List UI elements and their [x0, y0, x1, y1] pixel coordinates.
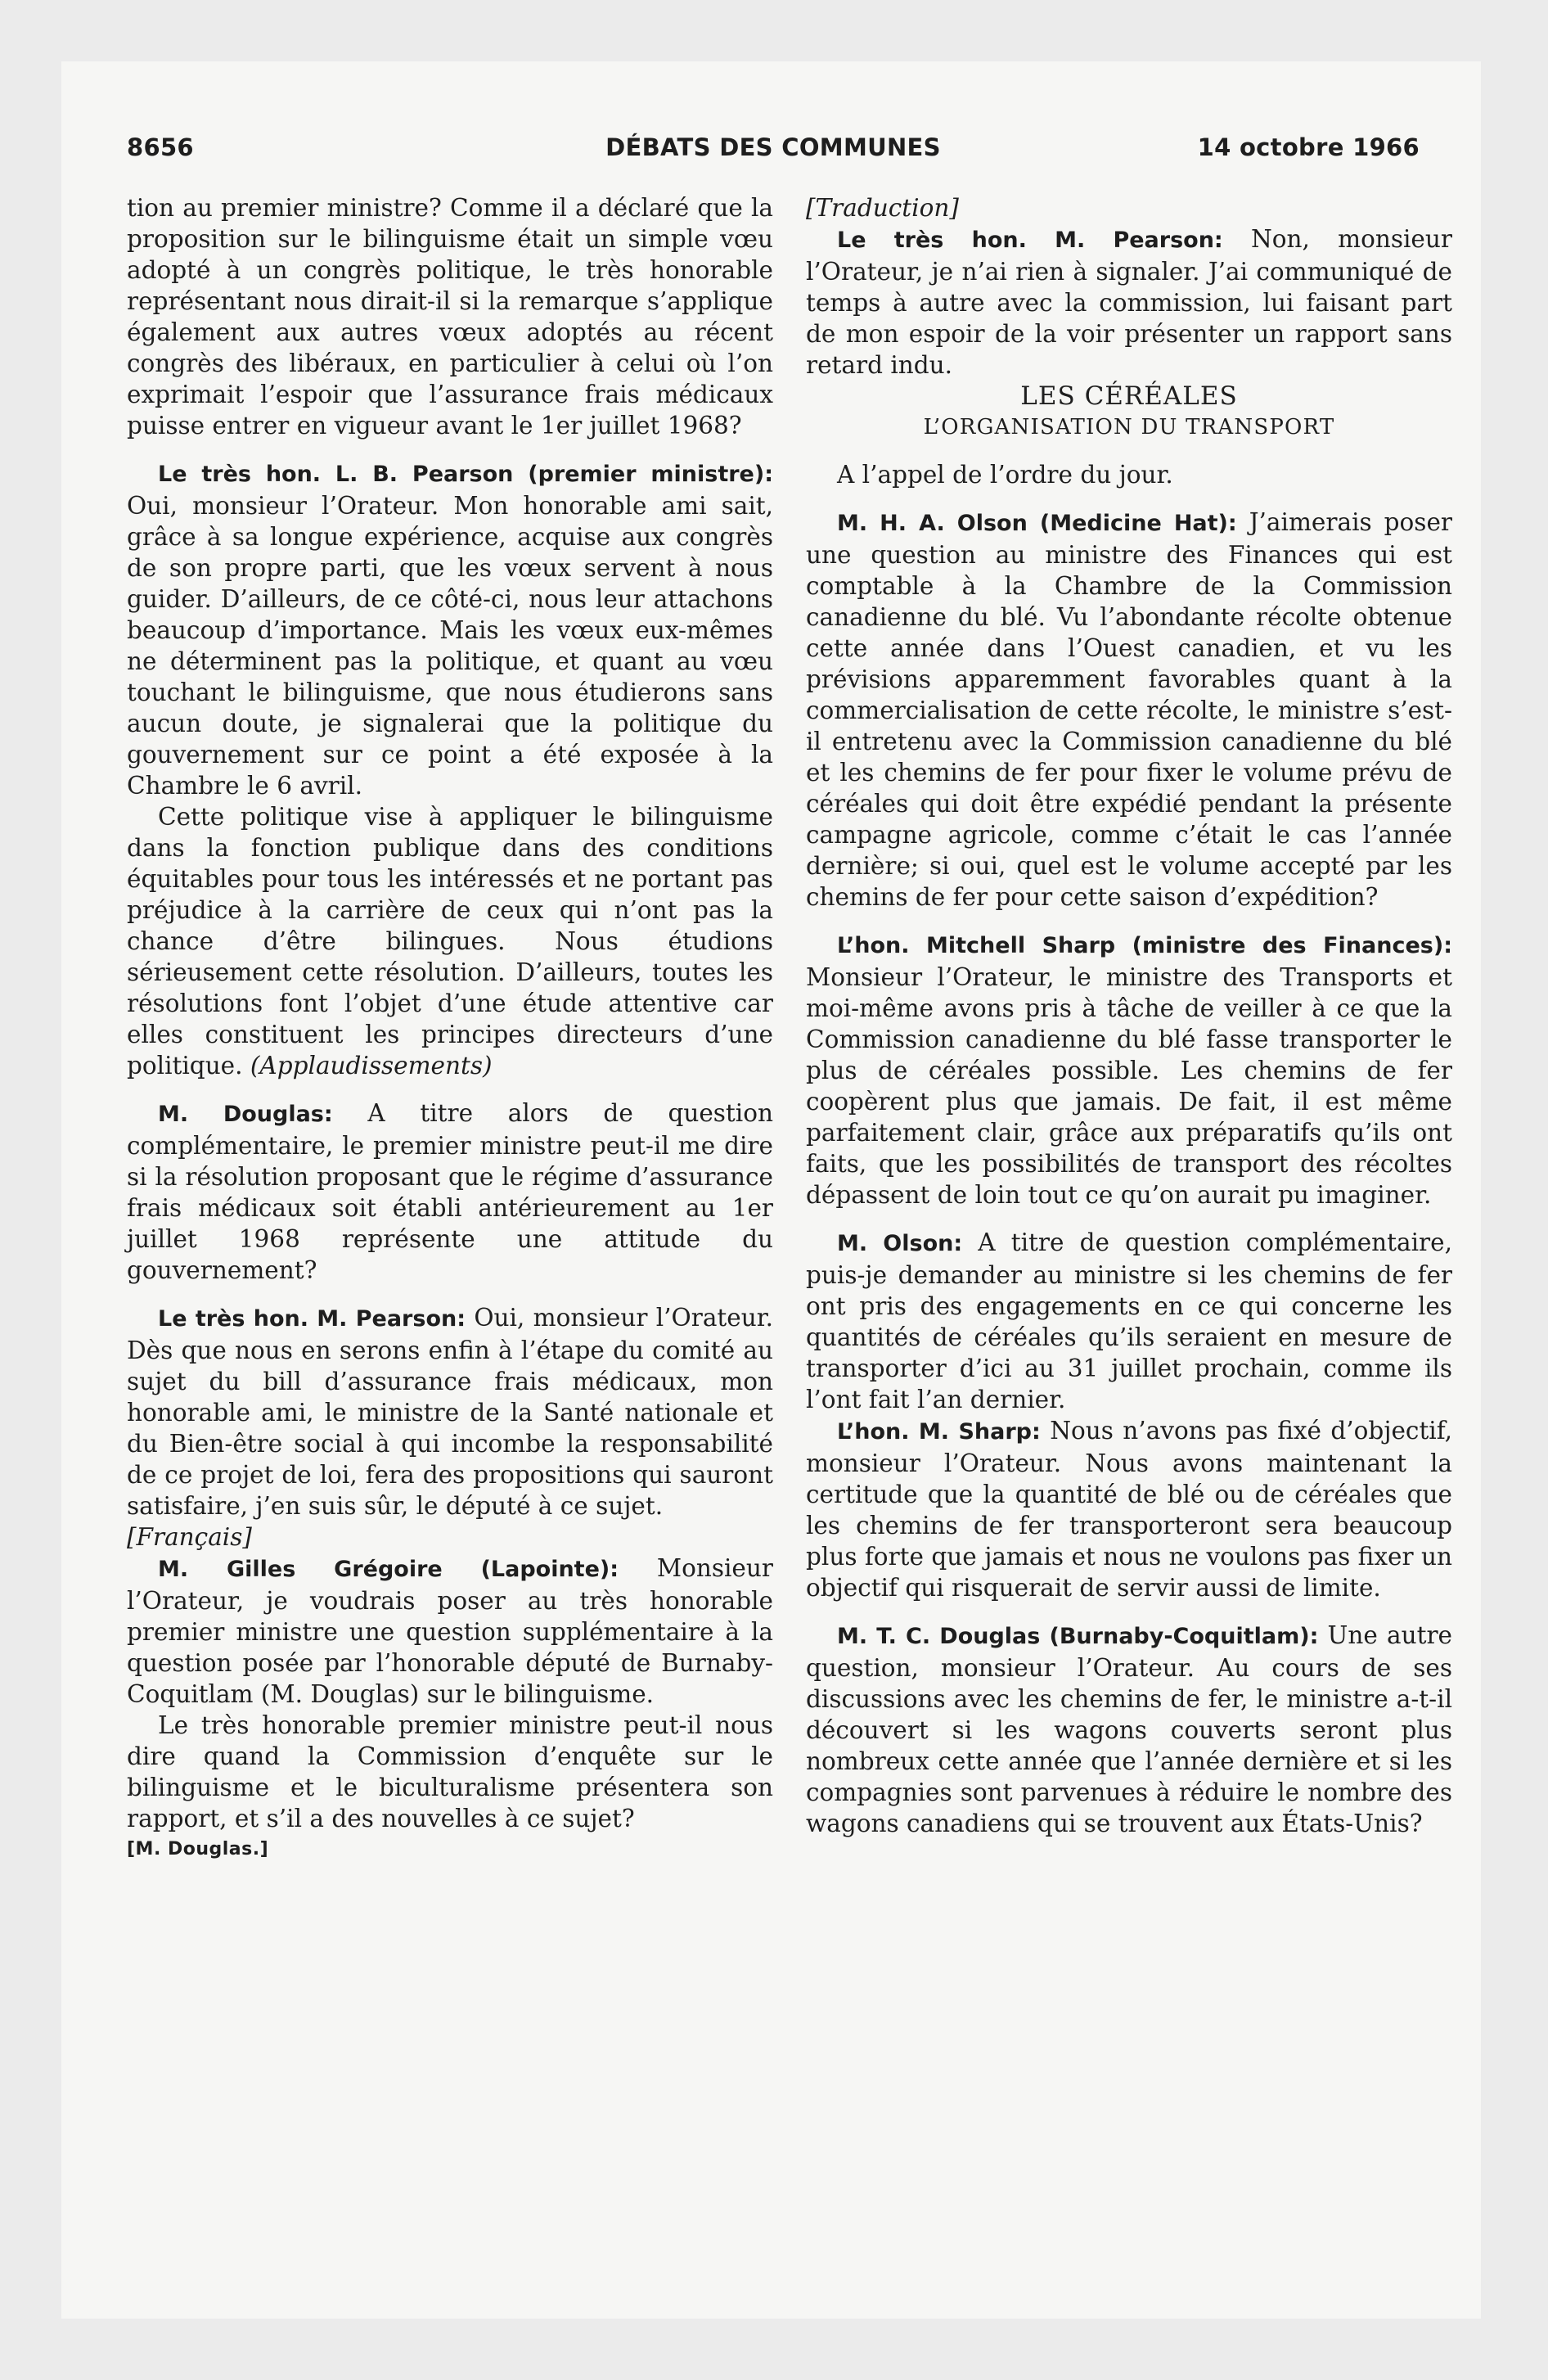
speech-pearson-1: [127, 458, 773, 801]
paragraph-question: Le très honorable premier ministre peut-il nous dire quand la Commission d’enquête sur le bilinguisme et le biculturalisme présentera son rapport, et s’il a des nouvelles à ce sujet?: [127, 1711, 773, 1832]
speech-text: A titre de question complémentaire, puis-je demander au ministre si les chemins de fer ont pris des engagements en ce qui concerne les quantités de céréales qu’ils seraient en mesure de transporter d’ici au 31 juillet prochain, comme ils l’ont fait l’an dernier.: [806, 1228, 1452, 1413]
paragraph-text: Cette politique vise à appliquer le bilinguisme dans la fonction publique dans des conditions équitables pour tous les intéressés et ne portant pas préjudice à la carrière de ceux qui n’ont pas la chance d’être bilingues. Nous étudions sérieusement cette résolution. D’ailleurs, toutes les résolutions font l’objet d’une étude attentive car elles constituent les principes directeurs d’une politique.: [127, 803, 773, 1080]
speech-douglas-2: [806, 1620, 1452, 1839]
paragraph-continuation: tion au premier ministre? Comme il a déclaré que la proposition sur le bilinguisme était un simple vœu adopté à un congrès politique, le très honorable représentant nous dirait-il si la remarque s’applique également aux autres vœux adoptés au récent congrès des libéraux, en particulier à celui où l’on exprimait l’espoir que l’assurance frais médicaux puisse entrer en vigueur avant le 1er juillet 1968?: [127, 194, 773, 439]
language-tag-text: [Français]: [127, 1523, 252, 1551]
speaker-name: M. H. A. Olson (Medicine Hat):: [837, 511, 1237, 536]
speech-pearson-3: [806, 223, 1452, 381]
order-of-day-line: A l’appel de l’ordre du jour.: [837, 461, 1173, 489]
speech-sharp-2: [806, 1415, 1452, 1603]
speech-gregoire: [127, 1553, 773, 1710]
speech-olson-2: [806, 1227, 1452, 1415]
section-title: LES CÉRÉALES: [1020, 381, 1238, 411]
speech-text: Nous n’avons pas fixé d’objectif, monsieur l’Orateur. Nous avons maintenant la certitude que la quantité de blé ou de céréales que les chemins de fer transporteront sera beaucoup plus forte que jamais et nous ne voulons pas fixer un objectif qui risquerait de servir aussi de limite.: [806, 1417, 1452, 1602]
speaker-name: Le très hon. M. Pearson:: [837, 228, 1223, 253]
speaker-name: L’hon. M. Sharp:: [837, 1419, 1041, 1445]
page-header: [127, 133, 1420, 183]
speech-sharp-1: [806, 929, 1452, 1210]
speaker-name: Le très hon. M. Pearson:: [158, 1306, 466, 1332]
language-tag: [806, 192, 1452, 223]
journal-title: DÉBATS DES COMMUNES: [605, 133, 941, 161]
page-number: 8656: [127, 133, 194, 161]
language-tag: [127, 1521, 773, 1553]
left-column: [127, 192, 773, 1865]
footer-note: [M. Douglas.]: [127, 1839, 269, 1859]
speech-text: A titre alors de question complémentaire, le premier ministre peut-il me dire si la résolution proposant que le régime d’assurance frais médicaux soit établi antérieurement au 1er juillet 1968 représente une attitude du gouvernement?: [127, 1099, 773, 1284]
speech-text: Oui, monsieur l’Orateur. Mon honorable ami sait, grâce à sa longue expérience, acquise aux congrès de son propre parti, que les vœux servent à nous guider. D’ailleurs, de ce côté-ci, nous leur attachons beaucoup d’importance. Mais les vœux eux-mêmes ne déterminent pas la politique, et quant au vœu touchant le bilinguisme, que nous étudierons sans aucun doute, je signalerai que la politique du gouvernement sur ce point a été exposée à la Chambre le 6 avril.: [127, 492, 773, 800]
speech-olson-1: [806, 507, 1452, 913]
speech-text: Non, monsieur l’Orateur, je n’ai rien à signaler. J’ai communiqué de temps à autre avec la commission, lui faisant part de mon espoir de la voir présenter un rapport sans retard indu.: [806, 225, 1452, 379]
speech-text: J’aimerais poser une question au ministre des Finances qui est comptable à la Chambre de la Commission canadienne du blé. Vu l’abondante récolte obtenue cette année dans l’Ouest canadien, et vu les prévisions apparemment favorables quant à la commercialisation de cette récolte, le ministre s’est-il entretenu avec la Commission canadienne du blé et les chemins de fer pour fixer le volume prévu de céréales qui doit être expédié pendant la présente campagne agricole, comme c’était le cas l’année dernière; si oui, quel est le volume accepté par les chemins de fer pour cette saison d’expédition?: [806, 508, 1453, 911]
right-column: [806, 192, 1452, 1839]
speaker-name: M. Olson:: [837, 1231, 963, 1256]
paragraph-policy: [127, 801, 773, 1081]
subsection-title: L’ORGANISATION DU TRANSPORT: [923, 415, 1335, 439]
language-tag-text: [Traduction]: [806, 194, 959, 222]
issue-date: 14 octobre 1966: [1197, 133, 1420, 161]
page: [61, 61, 1481, 2319]
speaker-name: Le très hon. L. B. Pearson (premier ministre):: [158, 462, 773, 487]
applause-note: (Applaudissements): [250, 1052, 493, 1080]
speaker-name: L’hon. Mitchell Sharp (ministre des Finances):: [837, 933, 1452, 958]
speech-text: Monsieur l’Orateur, je voudrais poser au très honorable premier ministre une question supplémentaire à la question posée par l’honorable député de Burnaby-Coquitlam (M. Douglas) sur le bilinguisme.: [127, 1554, 773, 1708]
speaker-name: M. T. C. Douglas (Burnaby-Coquitlam):: [837, 1624, 1319, 1649]
speech-pearson-2: [127, 1302, 773, 1521]
speech-douglas-1: [127, 1098, 773, 1286]
speaker-name: M. Gilles Grégoire (Lapointe):: [158, 1557, 619, 1582]
speech-text: Monsieur l’Orateur, le ministre des Transports et moi-même avons pris à tâche de veiller à ce que la Commission canadienne du blé fasse transporter le plus de céréales possible. Les chemins de fer coopèrent plus que jamais. De fait, il est même parfaitement clair, grâce aux préparatifs qu’ils ont faits, que les possibilités de transport des récoltes dépassent de loin tout ce qu’on aurait pu imaginer.: [806, 963, 1452, 1209]
speech-text: Oui, monsieur l’Orateur. Dès que nous en serons enfin à l’étape du comité au sujet du bill d’assurance frais médicaux, mon honorable ami, le ministre de la Santé nationale et du Bien-être social à qui incombe la responsabilité de ce projet de loi, fera des propositions qui sauront satisfaire, j’en suis sûr, le député à ce sujet.: [127, 1304, 773, 1520]
speech-text: Une autre question, monsieur l’Orateur. Au cours de ses discussions avec les chemins de fer, le ministre a-t-il découvert si les wagons couverts seront plus nombreux cette année que l’année dernière et si les compagnies sont parvenues à réduire le nombre des wagons canadiens qui se trouvent aux États-Unis?: [806, 1621, 1452, 1837]
speaker-name: M. Douglas:: [158, 1102, 333, 1127]
